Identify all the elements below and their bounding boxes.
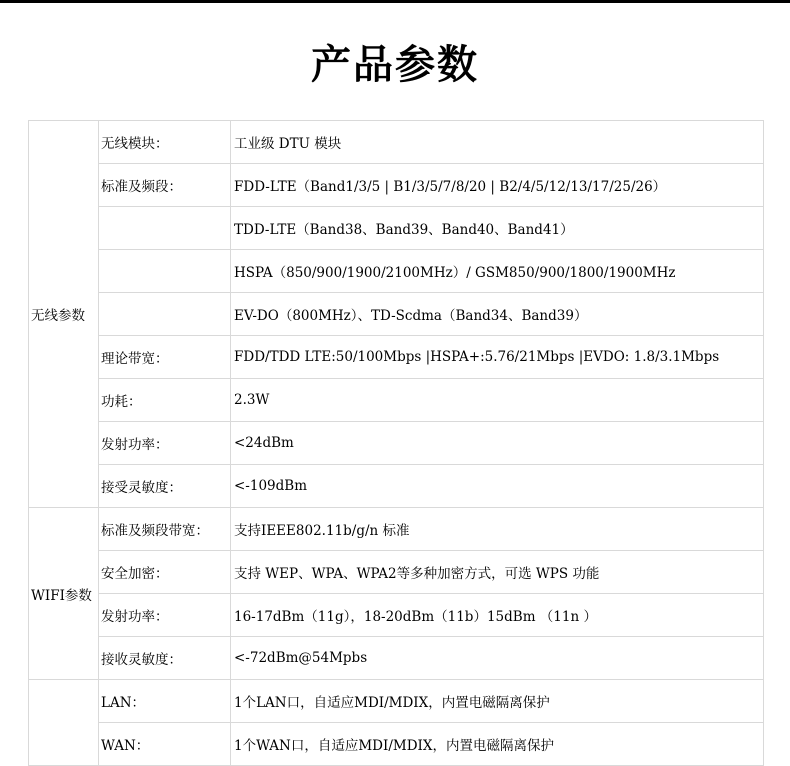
row-value: 支持 WEP、WPA、WPA2等多种加密方式，可选 WPS 功能	[231, 551, 764, 594]
table-row	[29, 551, 764, 594]
top-divider	[0, 0, 790, 3]
table-row	[29, 723, 764, 766]
group-label-wireless: 无线参数	[29, 121, 99, 508]
group-label-interface	[29, 680, 99, 766]
table-row	[29, 422, 764, 465]
group-label-wifi: WIFI参数	[29, 508, 99, 680]
row-label: 功耗：	[99, 379, 231, 422]
table-row	[29, 293, 764, 336]
row-value: FDD-LTE（Band1/3/5 | B1/3/5/7/8/20 | B2/4/5/12/13/17/25/26）	[231, 164, 764, 207]
row-value: <24dBm	[231, 422, 764, 465]
row-value: EV-DO（800MHz）、TD-Scdma（Band34、Band39）	[231, 293, 764, 336]
row-value: 1个LAN口，自适应MDI/MDIX，内置电磁隔离保护	[231, 680, 764, 723]
row-label: 接收灵敏度：	[99, 637, 231, 680]
row-value: 2.3W	[231, 379, 764, 422]
table-row	[29, 207, 764, 250]
row-label	[99, 293, 231, 336]
row-value: 16-17dBm（11g），18-20dBm（11b）15dBm （11n ）	[231, 594, 764, 637]
row-value: 支持IEEE802.11b/g/n 标准	[231, 508, 764, 551]
row-label: 无线模块：	[99, 121, 231, 164]
row-value: 1个WAN口，自适应MDI/MDIX，内置电磁隔离保护	[231, 723, 764, 766]
row-label	[99, 207, 231, 250]
spec-table	[28, 120, 764, 766]
table-row	[29, 594, 764, 637]
row-label: 理论带宽：	[99, 336, 231, 379]
row-value: TDD-LTE（Band38、Band39、Band40、Band41）	[231, 207, 764, 250]
row-value: <-72dBm@54Mpbs	[231, 637, 764, 680]
table-row	[29, 680, 764, 723]
row-label: 标准及频段：	[99, 164, 231, 207]
row-value: HSPA（850/900/1900/2100MHz）/ GSM850/900/1800/1900MHz	[231, 250, 764, 293]
row-label: WAN：	[99, 723, 231, 766]
table-row	[29, 508, 764, 551]
row-label: 发射功率：	[99, 594, 231, 637]
table-row	[29, 637, 764, 680]
table-row	[29, 379, 764, 422]
table-row	[29, 336, 764, 379]
row-value: FDD/TDD LTE:50/100Mbps |HSPA+:5.76/21Mbps |EVDO: 1.8/3.1Mbps	[231, 336, 764, 379]
table-row	[29, 250, 764, 293]
page-title: 产品参数	[311, 42, 479, 88]
row-label	[99, 250, 231, 293]
row-value: 工业级 DTU 模块	[231, 121, 764, 164]
table-row	[29, 465, 764, 508]
row-value: <-109dBm	[231, 465, 764, 508]
row-label: LAN：	[99, 680, 231, 723]
row-label: 发射功率：	[99, 422, 231, 465]
row-label: 接受灵敏度：	[99, 465, 231, 508]
row-label: 标准及频段带宽：	[99, 508, 231, 551]
table-row	[29, 164, 764, 207]
row-label: 安全加密：	[99, 551, 231, 594]
table-row	[29, 121, 764, 164]
